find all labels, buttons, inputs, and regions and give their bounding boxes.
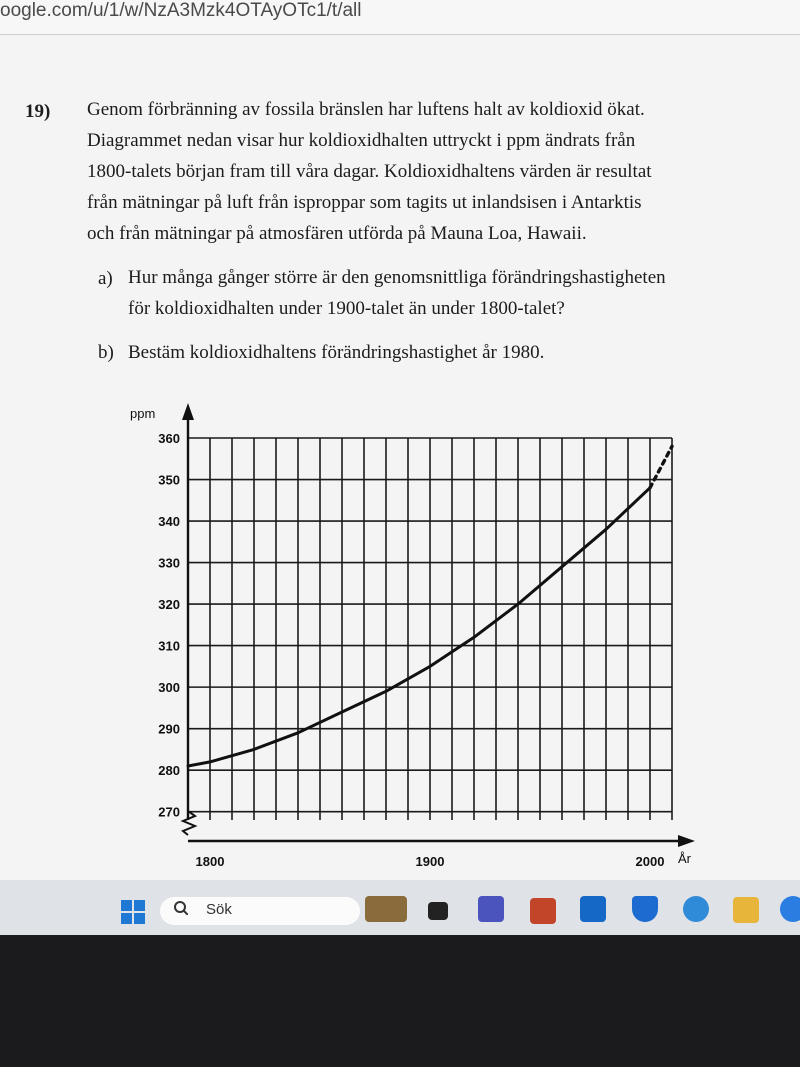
y-tick-label: 300 [158,680,180,696]
y-tick-label: 340 [158,514,180,530]
taskbar-search[interactable] [160,897,360,925]
y-tick-label: 290 [158,721,180,737]
chart-axes [182,403,695,847]
outlook-icon[interactable] [580,896,606,922]
teams-icon[interactable] [478,896,504,922]
intro-line: och från mätningar på atmosfären utförda på Mauna Loa, Hawaii. [87,223,587,244]
taskbar [0,880,800,935]
y-axis-arrow [182,403,194,420]
part-a-label: a) [98,268,113,289]
co2-chart [0,35,800,880]
chart-tick-labels [130,406,692,869]
x-axis-arrow [678,835,695,847]
y-tick-label: 280 [158,763,180,779]
y-tick-label: 320 [158,597,180,613]
address-bar[interactable] [0,0,800,35]
chart-grid [188,438,672,820]
search-icon [174,901,188,915]
y-tick-label: 350 [158,472,180,488]
co2-line [188,488,650,766]
intro-line: från mätningar på luft från isproppar som tagits ut inlandsisen i Antarktis [87,192,642,213]
windows-start-icon[interactable] [120,899,146,925]
x-tick-label: 2000 [635,854,665,869]
y-tick-label: 330 [158,555,180,571]
part-b-label: b) [98,342,114,363]
intro-line: Genom förbränning av fossila bränslen har luftens halt av koldioxid ökat. [87,99,645,120]
document-page [0,35,800,880]
y-axis-label: ppm [130,406,156,421]
store-icon[interactable] [530,898,556,924]
y-tick-label: 270 [158,804,180,820]
chrome-icon[interactable] [780,896,800,922]
x-axis-label: År [678,851,691,866]
edge-icon[interactable] [683,896,709,922]
x-tick-label: 1800 [195,854,225,869]
defender-icon[interactable] [632,896,658,922]
url-text[interactable]: oogle.com/u/1/w/NzA3Mzk4OTAyOTc1/t/all [0,0,362,21]
intro-line: 1800-talets början fram till våra dagar. Koldioxidhaltens värden är resultat [87,161,652,182]
y-tick-label: 310 [158,638,180,654]
part-a-line: Hur många gånger större är den genomsnittliga förändringshastigheten [128,267,666,288]
landscape-widget-icon[interactable] [365,896,407,922]
y-tick-label: 360 [158,431,180,446]
file-explorer-icon[interactable] [733,897,759,923]
search-label: Sök [206,901,232,918]
x-tick-label: 1900 [415,854,445,869]
co2-line-projected [650,446,672,488]
task-view-icon[interactable] [428,902,448,920]
intro-line: Diagrammet nedan visar hur koldioxidhalten uttryckt i ppm ändrats från [87,130,636,151]
part-a-line: för koldioxidhalten under 1900-talet än under 1800-talet? [128,298,565,319]
question-number: 19) [25,101,51,122]
part-b-line: Bestäm koldioxidhaltens förändringshastighet år 1980. [128,342,545,363]
